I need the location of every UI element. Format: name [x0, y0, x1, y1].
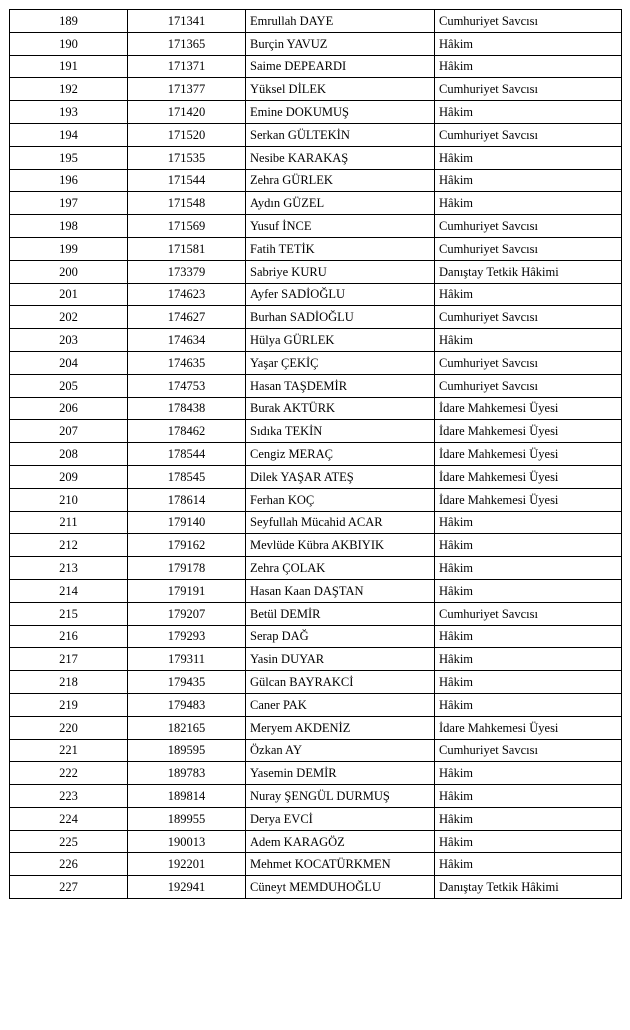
row-number: 214 [10, 579, 128, 602]
person-name: Nuray ŞENGÜL DURMUŞ [246, 785, 435, 808]
row-number: 220 [10, 716, 128, 739]
position-title: Cumhuriyet Savcısı [435, 374, 622, 397]
position-title: İdare Mahkemesi Üyesi [435, 397, 622, 420]
row-number: 217 [10, 648, 128, 671]
row-number: 208 [10, 443, 128, 466]
person-name: Zehra ÇOLAK [246, 557, 435, 580]
table-row [10, 215, 622, 238]
table-row [10, 465, 622, 488]
row-number: 216 [10, 625, 128, 648]
person-name: Derya EVCİ [246, 807, 435, 830]
person-name: Emine DOKUMUŞ [246, 101, 435, 124]
position-title: İdare Mahkemesi Üyesi [435, 443, 622, 466]
person-name: Adem KARAGÖZ [246, 830, 435, 853]
position-title: Hâkim [435, 192, 622, 215]
person-name: Özkan AY [246, 739, 435, 762]
table-row [10, 876, 622, 899]
registry-number: 178545 [128, 465, 246, 488]
row-number: 194 [10, 123, 128, 146]
registry-number: 179293 [128, 625, 246, 648]
registry-number: 171341 [128, 10, 246, 33]
row-number: 211 [10, 511, 128, 534]
person-name: Caner PAK [246, 693, 435, 716]
row-number: 197 [10, 192, 128, 215]
position-title: Hâkim [435, 511, 622, 534]
row-number: 195 [10, 146, 128, 169]
position-title: Hâkim [435, 785, 622, 808]
position-title: Cumhuriyet Savcısı [435, 123, 622, 146]
registry-number: 171371 [128, 55, 246, 78]
position-title: Hâkim [435, 32, 622, 55]
table-row [10, 192, 622, 215]
registry-number: 173379 [128, 260, 246, 283]
registry-number: 179191 [128, 579, 246, 602]
row-number: 202 [10, 306, 128, 329]
table-row [10, 853, 622, 876]
position-title: İdare Mahkemesi Üyesi [435, 488, 622, 511]
person-name: Yasemin DEMİR [246, 762, 435, 785]
position-title: Hâkim [435, 146, 622, 169]
table-row [10, 260, 622, 283]
person-name: Dilek YAŞAR ATEŞ [246, 465, 435, 488]
row-number: 200 [10, 260, 128, 283]
row-number: 210 [10, 488, 128, 511]
registry-number: 189595 [128, 739, 246, 762]
person-name: Burhan SADİOĞLU [246, 306, 435, 329]
table-row [10, 10, 622, 33]
person-name: Mehmet KOCATÜRKMEN [246, 853, 435, 876]
registry-number: 178438 [128, 397, 246, 420]
row-number: 199 [10, 237, 128, 260]
registry-number: 174753 [128, 374, 246, 397]
person-name: Meryem AKDENİZ [246, 716, 435, 739]
row-number: 225 [10, 830, 128, 853]
person-name: Sıdıka TEKİN [246, 420, 435, 443]
table-row [10, 169, 622, 192]
registry-number: 192941 [128, 876, 246, 899]
registry-number: 179435 [128, 671, 246, 694]
registry-number: 171377 [128, 78, 246, 101]
row-number: 207 [10, 420, 128, 443]
person-name: Yaşar ÇEKİÇ [246, 351, 435, 374]
position-title: Hâkim [435, 830, 622, 853]
row-number: 206 [10, 397, 128, 420]
position-title: Hâkim [435, 762, 622, 785]
table-row [10, 785, 622, 808]
position-title: Cumhuriyet Savcısı [435, 215, 622, 238]
position-title: Cumhuriyet Savcısı [435, 10, 622, 33]
table-row [10, 101, 622, 124]
registry-number: 189783 [128, 762, 246, 785]
table-row [10, 579, 622, 602]
table-row [10, 671, 622, 694]
person-name: Betül DEMİR [246, 602, 435, 625]
table-row [10, 716, 622, 739]
registry-number: 174635 [128, 351, 246, 374]
person-name: Emrullah DAYE [246, 10, 435, 33]
registry-number: 171548 [128, 192, 246, 215]
position-title: Hâkim [435, 671, 622, 694]
registry-number: 171535 [128, 146, 246, 169]
position-title: İdare Mahkemesi Üyesi [435, 716, 622, 739]
table-row [10, 534, 622, 557]
position-title: Cumhuriyet Savcısı [435, 306, 622, 329]
person-name: Burak AKTÜRK [246, 397, 435, 420]
row-number: 198 [10, 215, 128, 238]
person-name: Yüksel DİLEK [246, 78, 435, 101]
position-title: Hâkim [435, 648, 622, 671]
position-title: Hâkim [435, 101, 622, 124]
person-name: Nesibe KARAKAŞ [246, 146, 435, 169]
person-name: Yasin DUYAR [246, 648, 435, 671]
table-row [10, 557, 622, 580]
table-row [10, 306, 622, 329]
registry-number: 178614 [128, 488, 246, 511]
table-row [10, 488, 622, 511]
personnel-table-body [10, 10, 622, 899]
table-row [10, 397, 622, 420]
row-number: 196 [10, 169, 128, 192]
table-row [10, 420, 622, 443]
row-number: 189 [10, 10, 128, 33]
row-number: 222 [10, 762, 128, 785]
table-row [10, 830, 622, 853]
registry-number: 178462 [128, 420, 246, 443]
registry-number: 179140 [128, 511, 246, 534]
registry-number: 171544 [128, 169, 246, 192]
table-row [10, 32, 622, 55]
person-name: Cengiz MERAÇ [246, 443, 435, 466]
registry-number: 171420 [128, 101, 246, 124]
position-title: Hâkim [435, 283, 622, 306]
row-number: 190 [10, 32, 128, 55]
row-number: 223 [10, 785, 128, 808]
registry-number: 174634 [128, 329, 246, 352]
registry-number: 171569 [128, 215, 246, 238]
position-title: Hâkim [435, 807, 622, 830]
person-name: Serap DAĞ [246, 625, 435, 648]
position-title: Danıştay Tetkik Hâkimi [435, 260, 622, 283]
row-number: 215 [10, 602, 128, 625]
table-row [10, 237, 622, 260]
person-name: Hülya GÜRLEK [246, 329, 435, 352]
personnel-table [9, 9, 622, 899]
table-row [10, 329, 622, 352]
row-number: 191 [10, 55, 128, 78]
row-number: 227 [10, 876, 128, 899]
registry-number: 190013 [128, 830, 246, 853]
registry-number: 179311 [128, 648, 246, 671]
position-title: Hâkim [435, 557, 622, 580]
registry-number: 174627 [128, 306, 246, 329]
position-title: Hâkim [435, 329, 622, 352]
table-row [10, 123, 622, 146]
registry-number: 179162 [128, 534, 246, 557]
position-title: Hâkim [435, 693, 622, 716]
person-name: Burçin YAVUZ [246, 32, 435, 55]
person-name: Fatih TETİK [246, 237, 435, 260]
person-name: Cüneyt MEMDUHOĞLU [246, 876, 435, 899]
row-number: 218 [10, 671, 128, 694]
row-number: 192 [10, 78, 128, 101]
table-row [10, 807, 622, 830]
person-name: Hasan TAŞDEMİR [246, 374, 435, 397]
person-name: Saime DEPEARDI [246, 55, 435, 78]
person-name: Serkan GÜLTEKİN [246, 123, 435, 146]
registry-number: 189955 [128, 807, 246, 830]
row-number: 212 [10, 534, 128, 557]
row-number: 219 [10, 693, 128, 716]
registry-number: 171520 [128, 123, 246, 146]
registry-number: 179483 [128, 693, 246, 716]
registry-number: 182165 [128, 716, 246, 739]
position-title: Cumhuriyet Savcısı [435, 739, 622, 762]
position-title: Hâkim [435, 625, 622, 648]
position-title: Danıştay Tetkik Hâkimi [435, 876, 622, 899]
table-row [10, 78, 622, 101]
person-name: Ayfer SADİOĞLU [246, 283, 435, 306]
position-title: Hâkim [435, 55, 622, 78]
registry-number: 179207 [128, 602, 246, 625]
registry-number: 189814 [128, 785, 246, 808]
table-row [10, 351, 622, 374]
row-number: 203 [10, 329, 128, 352]
registry-number: 192201 [128, 853, 246, 876]
person-name: Yusuf İNCE [246, 215, 435, 238]
position-title: Hâkim [435, 169, 622, 192]
position-title: Cumhuriyet Savcısı [435, 78, 622, 101]
position-title: Hâkim [435, 579, 622, 602]
person-name: Ferhan KOÇ [246, 488, 435, 511]
person-name: Seyfullah Mücahid ACAR [246, 511, 435, 534]
row-number: 205 [10, 374, 128, 397]
position-title: Cumhuriyet Savcısı [435, 602, 622, 625]
table-row [10, 283, 622, 306]
person-name: Gülcan BAYRAKCİ [246, 671, 435, 694]
person-name: Aydın GÜZEL [246, 192, 435, 215]
position-title: İdare Mahkemesi Üyesi [435, 420, 622, 443]
registry-number: 171365 [128, 32, 246, 55]
table-row [10, 443, 622, 466]
table-row [10, 648, 622, 671]
registry-number: 171581 [128, 237, 246, 260]
position-title: Hâkim [435, 853, 622, 876]
table-row [10, 602, 622, 625]
position-title: Cumhuriyet Savcısı [435, 351, 622, 374]
table-row [10, 146, 622, 169]
position-title: İdare Mahkemesi Üyesi [435, 465, 622, 488]
registry-number: 178544 [128, 443, 246, 466]
row-number: 193 [10, 101, 128, 124]
row-number: 226 [10, 853, 128, 876]
row-number: 201 [10, 283, 128, 306]
table-row [10, 693, 622, 716]
person-name: Mevlüde Kübra AKBIYIK [246, 534, 435, 557]
row-number: 221 [10, 739, 128, 762]
person-name: Sabriye KURU [246, 260, 435, 283]
position-title: Cumhuriyet Savcısı [435, 237, 622, 260]
table-row [10, 55, 622, 78]
row-number: 209 [10, 465, 128, 488]
registry-number: 179178 [128, 557, 246, 580]
registry-number: 174623 [128, 283, 246, 306]
row-number: 224 [10, 807, 128, 830]
table-row [10, 511, 622, 534]
table-row [10, 625, 622, 648]
row-number: 213 [10, 557, 128, 580]
table-row [10, 762, 622, 785]
table-row [10, 739, 622, 762]
person-name: Hasan Kaan DAŞTAN [246, 579, 435, 602]
table-row [10, 374, 622, 397]
person-name: Zehra GÜRLEK [246, 169, 435, 192]
row-number: 204 [10, 351, 128, 374]
position-title: Hâkim [435, 534, 622, 557]
